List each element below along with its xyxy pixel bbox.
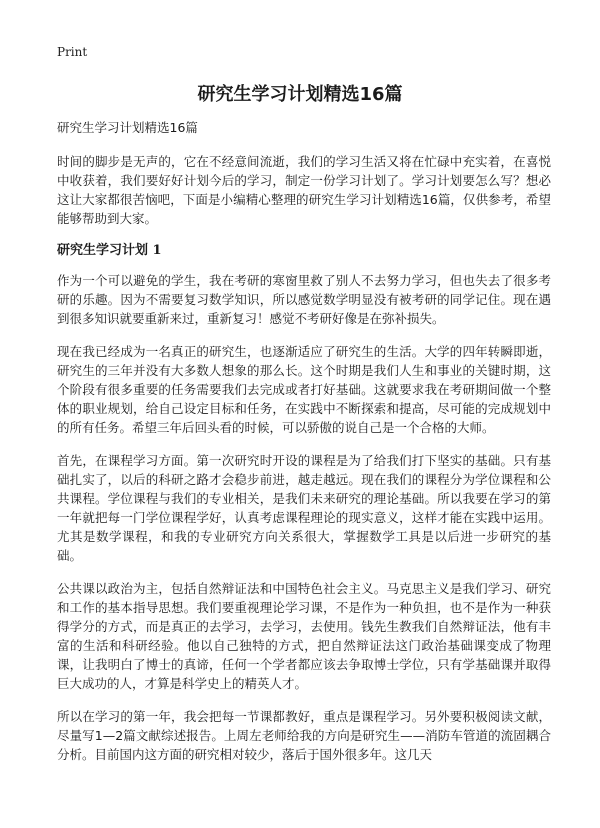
print-link[interactable]: Print [57,45,88,59]
document-subtitle: 研究生学习计划精选16篇 [57,120,198,135]
intro-paragraph: 时间的脚步是无声的，它在不经意间流逝，我们的学习生活又将在忙碌中充实着，在喜悦中收获着，我们要好好计划今后的学习，制定一份学习计划了。学习计划要怎么写？想必这让大家都很苦恼吧，下面是小编精心整理的研究生学习计划精选16篇，仅供参考，希望能够帮助到大家。 [57,154,551,226]
body-paragraph: 首先，在课程学习方面。第一次研究时开设的课程是为了给我们打下坚实的基础。只有基础扎实了，以后的科研之路才会稳步前进，越走越远。现在我们的课程分为学位课程和公共课程。学位课程与我们的专业相关，是我们未来研究的理论基础。所以我要在学习的第一年就把每一门学位课程学好，认真考虑课程理论的现实意义，这样才能在实践中运用。尤其是数学课程，和我的专业研究方向关系很大，掌握数学工具是以后进一步研究的基础。 [57,453,551,563]
body-paragraph: 现在我已经成为一名真正的研究生，也逐渐适应了研究生的生活。大学的四年转瞬即逝，研究生的三年并没有大多数人想象的那么长。这个时期是我们人生和事业的关键时期，这个阶段有很多重要的任务需要我们去完成或者打好基础。这就要求我在考研期间做一个整体的职业规划，给自己设定目标和任务，在实践中不断探索和提高，尽可能的完成规划中的所有任务。希望三年后回头看的时候，可以骄傲的说自己是一个合格的大师。 [57,344,551,435]
section-heading: 研究生学习计划 1 [57,243,162,258]
document-body [57,152,551,778]
page-title: 研究生学习计划精选16篇 [197,84,403,105]
body-paragraph: 作为一个可以避免的学生，我在考研的寒窗里救了别人不去努力学习，但也失去了很多考研的乐趣。因为不需要复习数学知识，所以感觉数学明显没有被考研的同学记住。现在遇到很多知识就要重新来过，重新复习！感觉不考研好像是在弥补损失。 [57,273,551,326]
body-paragraph: 所以在学习的第一年，我会把每一节课都教好，重点是课程学习。另外要积极阅读文献，尽量写1—2篇文献综述报告。上周左老师给我的方向是研究生——消防车管道的流固耦合分析。目前国内这方面的研究相对较少，落后于国外很多年。这几天 [57,709,551,762]
body-paragraph: 公共课以政治为主，包括自然辩证法和中国特色社会主义。马克思主义是我们学习、研究和工作的基本指导思想。我们要重视理论学习课，不是作为一种负担，也不是作为一种获得学分的方式，而是真正的去学习，去学习，去使用。钱先生教我们自然辩证法，他有丰富的生活和科研经验。他以自己独特的方式，把自然辩证法这门政治基础课变成了物理课，让我明白了博士的真谛，任何一个学者都应该去争取博士学位，只有学基础课并取得巨大成功的人，才算是科学史上的精英人才。 [57,581,551,691]
